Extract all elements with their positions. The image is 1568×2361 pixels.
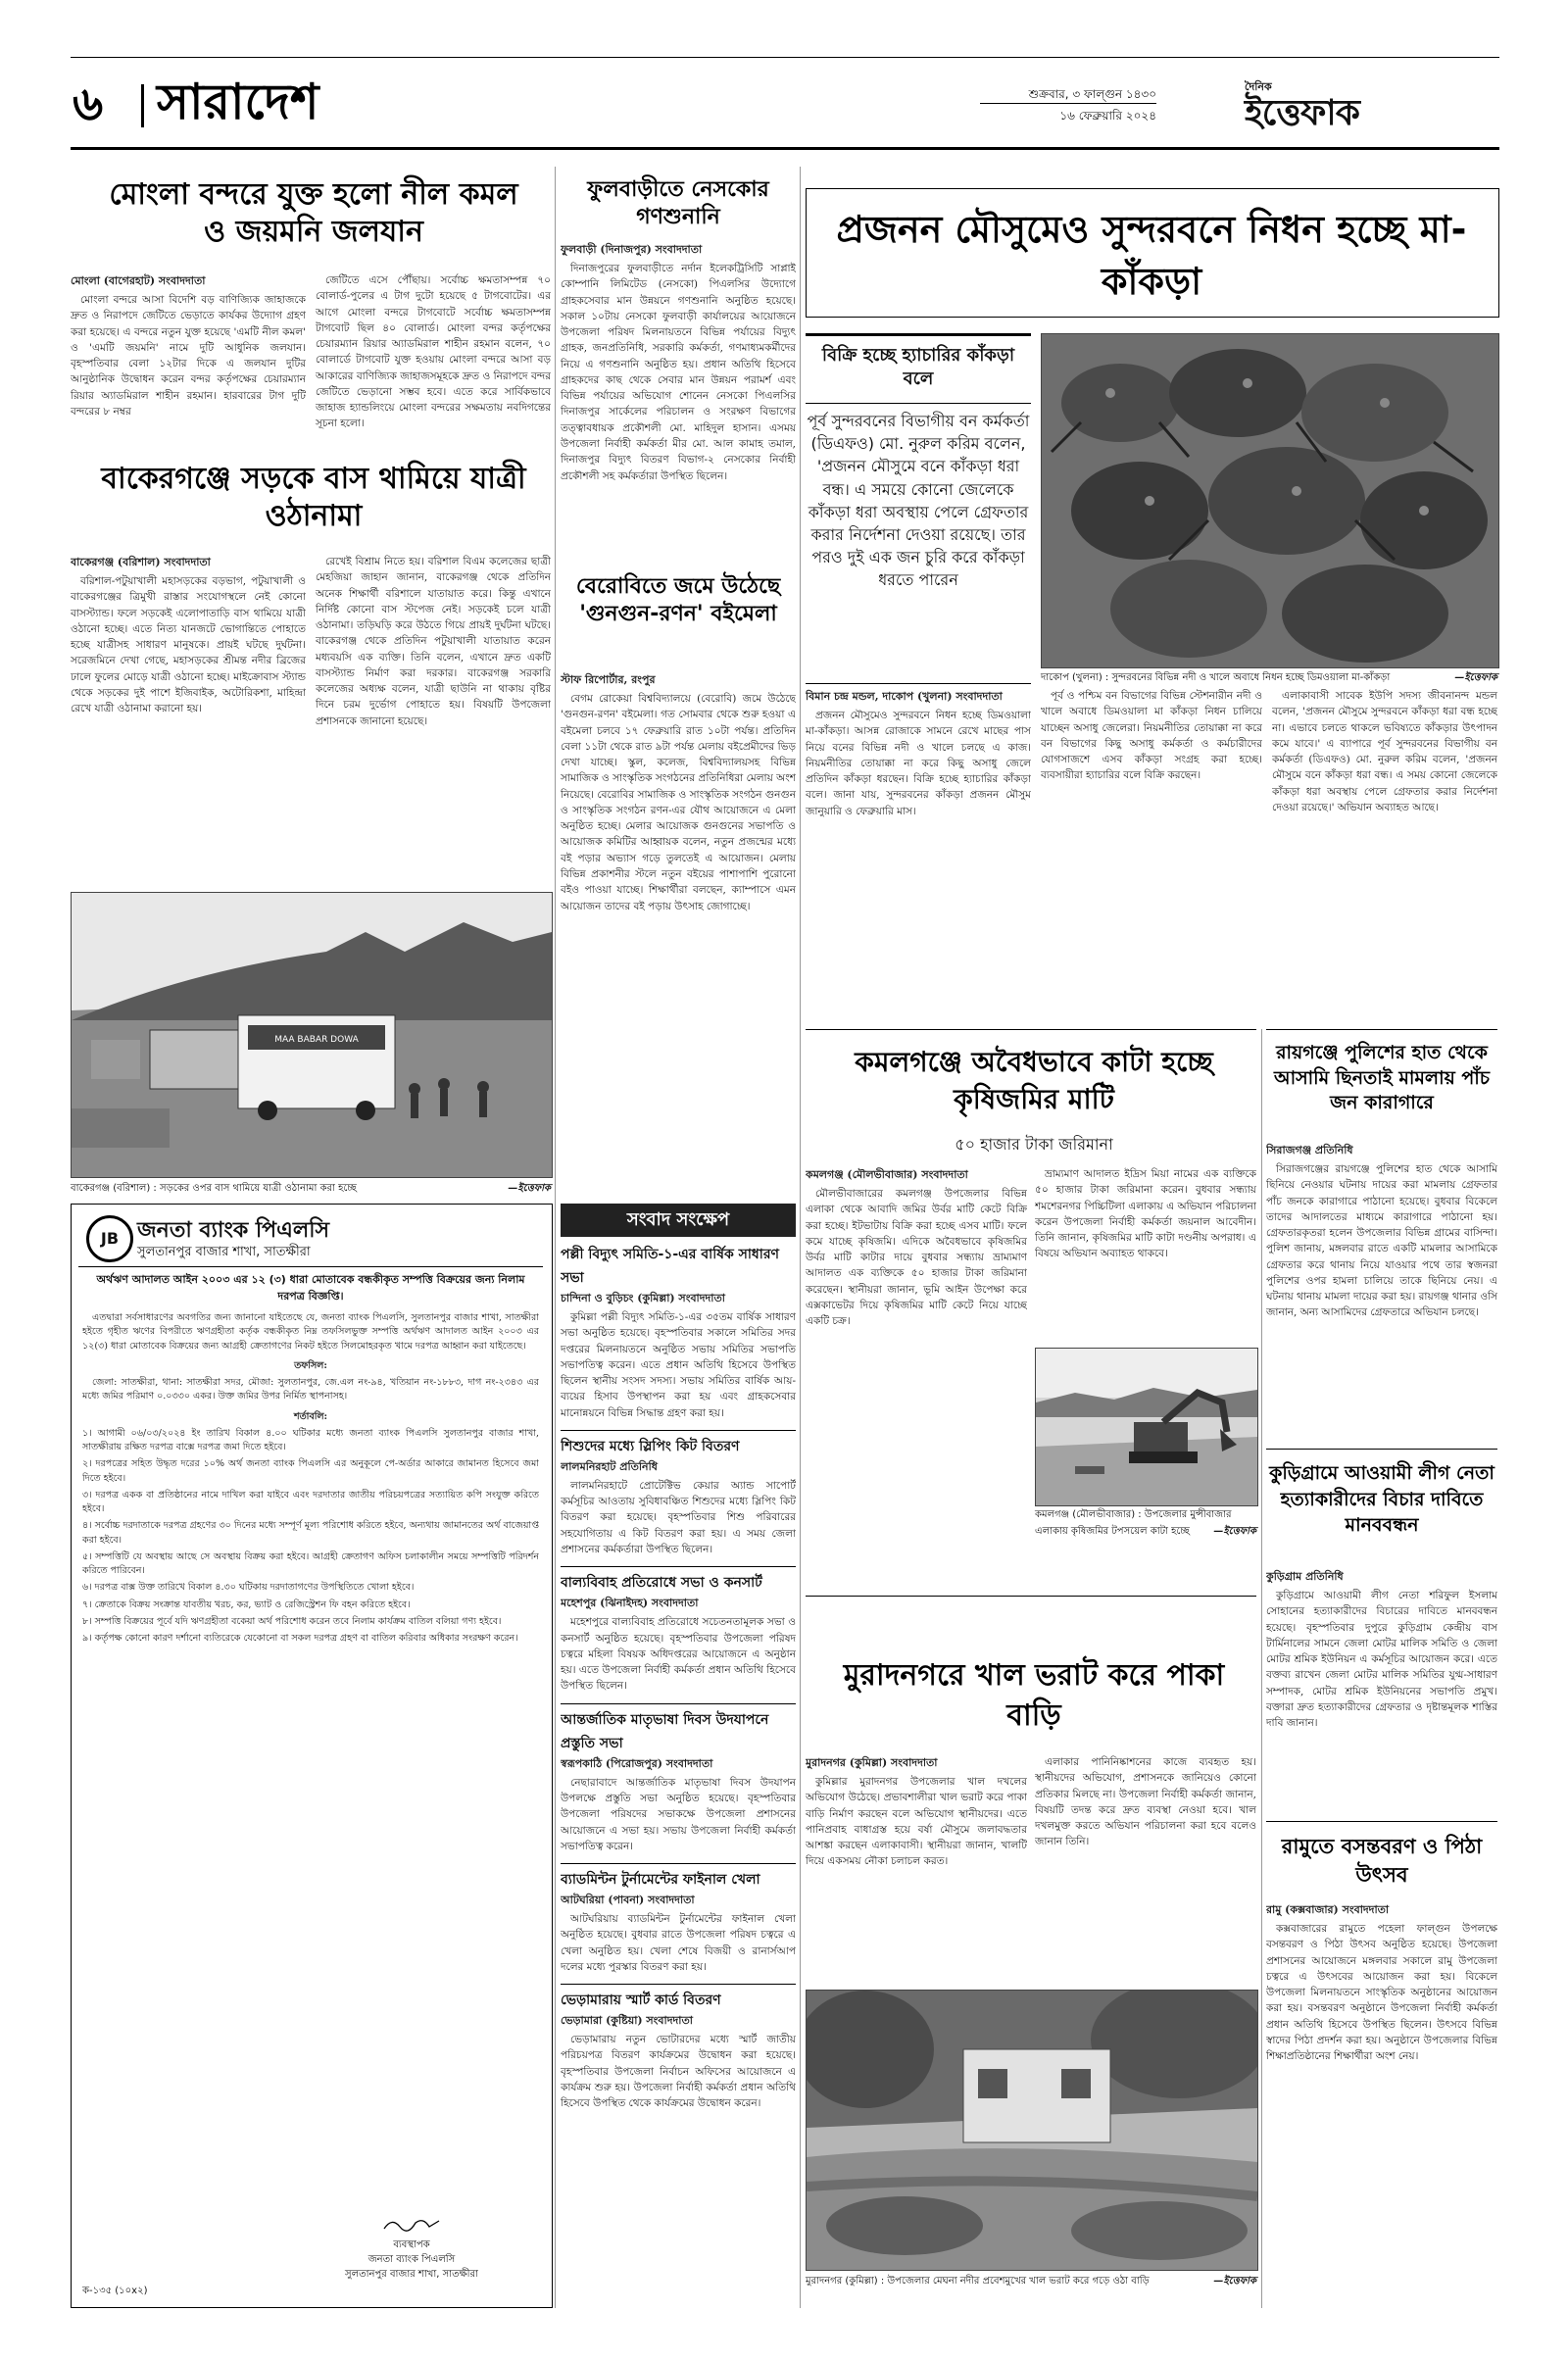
- ramu-dateline: রামু (কক্সবাজার) সংবাদদাতা: [1266, 1903, 1390, 1916]
- brief-body: ভেড়ামারায় নতুন ভোটারদের মধ্যে স্মার্ট জাতীয় পরিচয়পত্র বিতরণ কার্যক্রমের উদ্বোধন করা হয়েছে। বৃহস্পতিবার উপজেলা নির্বাচন অফিসের আয়োজনে এ কার্যক্রম শুরু হয়। উপজেলা নির্বাহী কর্মকর্তা প্রধান অতিথি হিসেবে উপস্থিত থেকে কার্যক্রমের উদ্বোধন করেন।: [561, 2034, 796, 2110]
- sundarban-dateline: বিমান চন্দ্র মন্ডল, দাকোপ (খুলনা) সংবাদদাতা: [806, 690, 1003, 703]
- bank-term: ৫। সম্পত্তিটি যে অবস্থায় আছে সে অবস্থায় বিক্রয় করা হইবে। আগ্রহী ক্রেতাগণ অফিস চলাকালীন সময়ে সম্পত্তিটি পরিদর্শন করিতে পারিবেন।: [82, 1550, 539, 1576]
- bank-terms-heading: শর্তাবলি:: [293, 1410, 328, 1422]
- kurigram-headline: কুড়িগ্রামে আওয়ামী লীগ নেতা হত্যাকারীদের বিচার দাবিতে মানববন্ধন: [1269, 1462, 1494, 1537]
- brief-item: পল্লী বিদ্যুৎ সমিতি-১-এর বার্ষিক সাধারণ সভা চান্দিনা ও বুড়িচং (কুমিল্লা) সংবাদদাতা কুমিল্লা পল্লী বিদ্যুৎ সমিতি-১-এর ৩৫তম বার্ষিক সাধারণ সভা অনুষ্ঠিত হয়েছে। বৃহস্পতিবার সকালে সমিতির সদর দপ্তরের মিলনায়তনে অনুষ্ঠিত সভায় সমিতির সভাপতি সভাপতিত্ব করেন। এতে প্রধান অতিথি হিসেবে উপস্থিত ছিলেন স্থানীয় সংসদ সদস্য। সভায় সমিতির বার্ষিক আয়-ব্যয়ের হিসাব উপস্থাপন করা হয় এবং গ্রাহকসেবার মানোন্নয়নে বিভিন্ন সিদ্ধান্ত গ্রহণ করা হয়।: [561, 1243, 796, 1424]
- brief-headline: পল্লী বিদ্যুৎ সমিতি-১-এর বার্ষিক সাধারণ সভা: [561, 1247, 780, 1286]
- sundarban-text-3: এলাকাবাসী সাবেক ইউপি সদস্য জীবনানন্দ মন্ডল বলেন, 'প্রজনন মৌসুমে সুন্দরবনে কাঁকড়া ধরা বন্ধ হচ্ছে না। এভাবে চলতে থাকলে ভবিষ্যতে কাঁকড়ার উৎপাদন কমে যাবে।' এ ব্যাপারে পূর্ব সুন্দরবনের বিভাগীয় বন কর্মকর্তা (ডিএফও) মো. নুরুল করিম বলেন, 'প্রজনন মৌসুমে বনে কাঁকড়া ধরা বন্ধ। এ সময় কোনো জেলেকে কাঁকড়া ধরা অবস্থায় পেলে গ্রেফতার করার নির্দেশনা দেওয়া রয়েছে।' অভিযান অব্যাহত আছে।: [1272, 690, 1497, 813]
- bank-signature: [294, 2215, 529, 2282]
- kamalganj-headline: কমলগঞ্জে অবৈধভাবে কাটা হচ্ছে কৃষিজমির মাটি: [855, 1046, 1213, 1115]
- kurigram-dateline: কুড়িগ্রাম প্রতিনিধি: [1266, 1570, 1344, 1583]
- sundarban-headline: প্রজনন মৌসুমেও সুন্দরবনে নিধন হচ্ছে মা-কাঁকড়া: [836, 208, 1467, 304]
- fulbari-dateline: ফুলবাড়ী (দিনাজপুর) সংবাদদাতা: [561, 243, 703, 256]
- brief-body: মহেশপুরে বাল্যবিবাহ প্রতিরোধে সচেতনতামূলক সভা ও কনসার্ট অনুষ্ঠিত হয়েছে। বৃহস্পতিবার উপজেলা পরিষদ চত্বরে মহিলা বিষয়ক অধিদপ্তরের আয়োজনে এ অনুষ্ঠান হয়। এতে উপজেলা নির্বাহী কর্মকর্তা প্রধান অতিথি হিসেবে উপস্থিত ছিলেন।: [561, 1616, 796, 1693]
- brief-headline: ভেড়ামারায় স্মার্ট কার্ড বিতরণ: [561, 1992, 721, 2009]
- briefs-list: [561, 1243, 796, 2306]
- masthead-small: দৈনিক: [1245, 80, 1272, 93]
- sundarban-caption: দাকোপ (খুলনা) : সুন্দরবনের বিভিন্ন নদী ও খালে অবাধে নিধন হচ্ছে ডিমওয়ালা মা-কাঁকড়া —ইত্তেফাক: [1041, 672, 1497, 683]
- muradnagar-text-1: কুমিল্লার মুরাদনগর উপজেলার খাল দখলের অভিযোগ উঠেছে। প্রভাবশালীরা খাল ভরাট করে পাকা বাড়ি নির্মাণ করছেন বলে অভিযোগ স্থানীয়দের। এতে পানিপ্রবাহ বাধাগ্রস্ত হয়ে বর্ষা মৌসুমে জলাবদ্ধতার আশঙ্কা করছেন এলাকাবাসী। স্থানীয়রা জানান, খালটি দিয়ে একসময় নৌকা চলাচল করত।: [806, 1776, 1027, 1868]
- muradnagar-photo: [806, 1990, 1258, 2271]
- bank-term: ৭। ক্রেতাকে বিক্রয় সংক্রান্ত যাবতীয় খরচ, কর, ভ্যাট ও রেজিস্ট্রেশন ফি বহন করিতে হইবে।: [82, 1599, 411, 1610]
- ramu-headline: রামুতে বসন্তবরণ ও পিঠা উৎসব: [1281, 1835, 1483, 1888]
- bank-signatory-title: ব্যবস্থাপক: [393, 2239, 430, 2250]
- masthead-logo: [1166, 78, 1490, 133]
- muradnagar-col1: [806, 1754, 1027, 1980]
- bank-term: ৩। দরপত্র একক বা প্রতিষ্ঠানের নামে দাখিল করা যাইবে এবং দরদাতার জাতীয় পরিচয়পত্রের সত্যায়িত কপি সংযুক্ত করিতে হইবে।: [82, 1489, 539, 1514]
- boimela-dateline: স্টাফ রিপোর্টার, রংপুর: [561, 673, 656, 686]
- bus-label: MAA BABAR DOWA: [274, 1035, 359, 1045]
- kamalganj-col2: [1035, 1166, 1256, 1343]
- bank-notice-title: অর্থঋণ আদালত আইন ২০০৩ এর ১২ (৩) ধারা মোতাবেক বন্ধকীকৃত সম্পত্তি বিক্রয়ের জন্য নিলাম দরপত্র বিজ্ঞপ্তি।: [96, 1273, 525, 1303]
- mongla-text-1: মোংলা বন্দরে আসা বিদেশি বড় বাণিজ্যিক জাহাজকে দ্রুত ও নিরাপদে জেটিতে ভেড়াতে কার্যকর উদ্যোগ গ্রহণ করা হয়েছে। এ বন্দরে নতুন যুক্ত হয়েছে 'এমটি নীল কমল' ও 'এমটি জয়মনি' নামে দুটি আধুনিক জলযান। বৃহস্পতিবার বেলা ১২টার দিকে এ জলযান দুটির আনুষ্ঠানিক উদ্বোধন করেন বন্দর কর্তৃপক্ষের চেয়ারম্যান রিয়ার অ্যাডমিরাল শাহীন রহমান। হারবারের টাগ দুটি বন্দরের ৮ নম্বর: [71, 294, 306, 418]
- sundarban-kicker: বিক্রি হচ্ছে হ্যাচারির কাঁকড়া বলে: [821, 345, 1015, 390]
- muradnagar-caption: মুরাদনগর (কুমিল্লা) : উপজেলার মেঘনা নদীর প্রবেশমুখের খাল ভরাট করে গড়ে ওঠা বাড়ি —ইত্তেফাক: [806, 2276, 1256, 2287]
- bank-notice-body: [82, 1311, 539, 2213]
- brief-item: বাল্যবিবাহ প্রতিরোধে সভা ও কনসার্ট মহেশপুর (ঝিনাইদহ) সংবাদদাতা মহেশপুরে বাল্যবিবাহ প্রতিরোধে সচেতনতামূলক সভা ও কনসার্ট অনুষ্ঠিত হয়েছে। বৃহস্পতিবার উপজেলা পরিষদ চত্বরে মহিলা বিষয়ক অধিদপ্তরের আয়োজনে এ অনুষ্ঠান হয়। এতে উপজেলা নির্বাহী কর্মকর্তা প্রধান অতিথি হিসেবে উপস্থিত ছিলেন।: [561, 1571, 796, 1697]
- kurigram-text: কুড়িগ্রামে আওয়ামী লীগ নেতা শরিফুল ইসলাম সোহানের হত্যাকারীদের বিচারের দাবিতে মানববন্ধন হয়েছে। বৃহস্পতিবার দুপুরে কুড়িগ্রাম কেন্দ্রীয় বাস টার্মিনালের সামনে জেলা মোটর মালিক সমিতি ও জেলা মোটর শ্রমিক ইউনিয়ন এ কর্মসূচির আয়োজন করে। এতে বক্তব্য রাখেন জেলা মোটর মালিক সমিতির যুগ্ম-সাধারণ সম্পাদক, মোটর শ্রমিক ইউনিয়নের সভাপতি প্রমুখ। বক্তারা দ্রুত হত্যাকারীদের গ্রেফতার ও দৃষ্টান্তমূলক শাস্তির দাবি জানান।: [1266, 1590, 1497, 1730]
- page-number: ৬: [73, 76, 104, 131]
- mongla-text-2: জেটিতে এসে পৌঁছায়। সর্বোচ্চ ক্ষমতাসম্পন্ন ৭০ বোলার্ড-পুলের এ টাগ দুটো হয়েছে ৫ টাগবোটের। এর আগে মোংলা বন্দরে টাগবোটে সর্বোচ্চ ক্ষমতাসম্পন্ন টাগবোট ছিল ৪০ বোলার্ড। মোংলা বন্দর কর্তৃপক্ষের চেয়ারম্যান রিয়ার অ্যাডমিরাল শাহীন রহমান বলেন, ৭০ বোলার্ডে টাগবোট যুক্ত হওয়ায় মোংলা বন্দরে আসা বড় আকারের বাণিজ্যিক জাহাজসমূহকে দ্রুত ও নিরাপদে বন্দর জেটিতে ভেড়ানো সম্ভব হবে। এতে করে সার্বিকভাবে জাহাজ হ্যান্ডলিংয়ে মোংলা বন্দরের সক্ষমতায় নবদিগন্তের সূচনা হলো।: [316, 274, 551, 430]
- sundarban-col3: [1272, 688, 1497, 1021]
- bakerganj-caption: বাকেরগঞ্জ (বরিশাল) : সড়কের ওপর বাস থামিয়ে যাত্রী ওঠানামা করা হচ্ছে —ইত্তেফাক: [71, 1183, 551, 1194]
- brief-headline: বাল্যবিবাহ প্রতিরোধে সভা ও কনসার্ট: [561, 1575, 762, 1592]
- kamalganj-photo: [1035, 1348, 1258, 1506]
- brief-item: আন্তর্জাতিক মাতৃভাষা দিবস উদযাপনে প্রস্তুতি সভা স্বরূপকাঠি (পিরোজপুর) সংবাদদাতা নেছারাবাদে আন্তর্জাতিক মাতৃভাষা দিবস উদযাপন উপলক্ষে প্রস্তুতি সভা অনুষ্ঠিত হয়েছে। বৃহস্পতিবার উপজেলা পরিষদের সভাকক্ষে উপজেলা প্রশাসনের আয়োজনে এ সভা হয়। সভায় উপজেলা নির্বাহী কর্মকর্তা সভাপতিত্ব করেন।: [561, 1708, 796, 1857]
- mongla-headline: মোংলা বন্দরে যুক্ত হলো নীল কমল ও জয়মনি জলযান: [109, 177, 518, 249]
- ramu-body: [1266, 1901, 1497, 2303]
- mongla-dateline: মোংলা (বাগেরহাট) সংবাদদাতা: [71, 274, 206, 287]
- muradnagar-text-2: এলাকার পানিনিষ্কাশনের কাজে ব্যবহৃত হয়। স্থানীয়দের অভিযোগ, প্রশাসনকে জানিয়েও কোনো প্রতিকার মিলছে না। উপজেলা নির্বাহী কর্মকর্তা জানান, বিষয়টি তদন্ত করে দ্রুত ব্যবস্থা নেওয়া হবে। খাল দখলমুক্ত করতে অভিযান পরিচালনা করা হবে বলেও জানান তিনি।: [1035, 1756, 1256, 1848]
- kamalganj-text-1: মৌলভীবাজারের কমলগঞ্জ উপজেলার বিভিন্ন এলাকা থেকে আবাদি জমির উর্বর মাটি কেটে বিক্রি করা হচ্ছে। ইটভাটায় বিক্রি করা হচ্ছে এসব মাটি। ফলে কমে যাচ্ছে কৃষিজমি। এদিকে অবৈধভাবে কৃষিজমির উর্বর মাটি কাটার দায়ে বুধবার সন্ধ্যায় ভ্রাম্যমাণ আদালত এক ব্যক্তিকে ৫০ হাজার টাকা জরিমানা করেছেন। স্থানীয়রা জানান, ভূমি আইন উপেক্ষা করে এক্সকাভেটর দিয়ে কৃষিজমির মাটি কেটে নিয়ে যাচ্ছে একটি চক্র।: [806, 1188, 1027, 1328]
- bakerganj-col2: [316, 554, 551, 887]
- brief-body: কুমিল্লা পল্লী বিদ্যুৎ সমিতি-১-এর ৩৫তম বার্ষিক সাধারণ সভা অনুষ্ঠিত হয়েছে। বৃহস্পতিবার সকালে সমিতির সদর দপ্তরের মিলনায়তনে অনুষ্ঠিত সভায় সমিতির সভাপতি সভাপতিত্ব করেন। এতে প্রধান অতিথি হিসেবে উপস্থিত ছিলেন স্থানীয় সংসদ সদস্য। সভায় সমিতির বার্ষিক আয়-ব্যয়ের হিসাব উপস্থাপন করা হয় এবং গ্রাহকসেবার মানোন্নয়নে বিভিন্ন সিদ্ধান্ত গ্রহণ করা হয়।: [561, 1311, 796, 1419]
- fulbari-headline: ফুলবাড়ীতে নেসকোর গণশুনানি: [587, 177, 769, 229]
- bank-signatory: জনতা ব্যাংক পিএলসি: [368, 2254, 456, 2265]
- brief-item: ব্যাডমিন্টন টুর্নামেন্টের ফাইনাল খেলা আটঘরিয়া (পাবনা) সংবাদদাতা আটঘরিয়ায় ব্যাডমিন্টন টুর্নামেন্টের ফাইনাল খেলা অনুষ্ঠিত হয়েছে। বুধবার রাতে উপজেলা পরিষদ চত্বরে এ খেলা অনুষ্ঠিত হয়। খেলা শেষে বিজয়ী ও রানার্সআপ দলের মধ্যে পুরস্কার বিতরণ করা হয়।: [561, 1868, 796, 1978]
- raiganj-headline: রায়গঞ্জে পুলিশের হাত থেকে আসামি ছিনতাই মামলায় পাঁচ জন কারাগারে: [1273, 1042, 1491, 1114]
- fulbari-body: [561, 241, 796, 565]
- bakerganj-photo: [71, 892, 553, 1178]
- bank-logo: JB: [86, 1215, 133, 1262]
- sundarban-kicker-box: [806, 333, 1031, 404]
- bank-branch: সুলতানপুর বাজার শাখা, সাতক্ষীরা: [137, 1245, 311, 1259]
- sundarban-photo: [1041, 333, 1499, 668]
- kamalganj-subhead: ৫০ হাজার টাকা জরিমানা: [955, 1135, 1113, 1154]
- brief-headline: আন্তর্জাতিক মাতৃভাষা দিবস উদযাপনে প্রস্তুতি সভা: [561, 1711, 769, 1751]
- raiganj-body: [1266, 1142, 1497, 1436]
- masthead-name: ইত্তেফাক: [1245, 93, 1359, 133]
- bank-term: ২। দরপত্রের সহিত উদ্ধৃত দরের ১০% অর্থ জনতা ব্যাংক পিএলসি এর অনুকূলে পে-অর্ডার আকারে জামানত হিসেবে জমা দিতে হইবে।: [82, 1458, 539, 1484]
- ramu-text: কক্সবাজারের রামুতে পহেলা ফাল্গুন উপলক্ষে বসন্তবরণ ও পিঠা উৎসব অনুষ্ঠিত হয়েছে। উপজেলা প্রশাসনের আয়োজনে মঙ্গলবার সকালে রামু উপজেলা চত্বরে এ উৎসবের আয়োজন করা হয়। বিকেলে উপজেলা মিলনায়তনে সাংস্কৃতিক অনুষ্ঠানের আয়োজন করা হয়। বসন্তবরণ অনুষ্ঠানে উপজেলা নির্বাহী কর্মকর্তা প্রধান অতিথি হিসেবে উপস্থিত ছিলেন। উৎসবে বিভিন্ন স্বাদের পিঠা প্রদর্শন করা হয়। অনুষ্ঠানে উপজেলার বিভিন্ন শিক্ষাপ্রতিষ্ঠানের শিক্ষার্থীরা অংশ নেয়।: [1266, 1923, 1497, 2063]
- boimela-text: বেগম রোকেয়া বিশ্ববিদ্যালয়ে (বেরোবি) জমে উঠেছে 'গুনগুন-রণন' বইমেলা। গত সোমবার থেকে শুরু হওয়া এ বইমেলা চলবে ১৭ ফেব্রুয়ারি রাত ১০টা পর্যন্ত। প্রতিদিন বেলা ১১টা থেকে রাত ৯টা পর্যন্ত মেলায় বইপ্রেমীদের ভিড় দেখা যাচ্ছে। স্কুল, কলেজ, বিশ্ববিদ্যালয়সহ বিভিন্ন সামাজিক ও সাংস্কৃতিক সংগঠনের প্রতিনিধিরা মেলায় অংশ নিয়েছে। বেরোবির সামাজিক ও সাংস্কৃতিক সংগঠন গুনগুন ও সাংস্কৃতিক সংগঠন রণন-এর যৌথ আয়োজনে এ মেলা অনুষ্ঠিত হচ্ছে। মেলার আয়োজক গুনগুনের সভাপতি ও আয়োজক কমিটির আহ্বায়ক বলেন, নতুন প্রজন্মের মধ্যে বই পড়ার অভ্যাস গড়ে তুলতেই এ আয়োজন। মেলায় বিভিন্ন প্রকাশনীর স্টলে নতুন বইয়ের পাশাপাশি পুরোনো বইও পাওয়া যাচ্ছে। শিক্ষার্থীরা বলছেন, ক্যাম্পাসে এমন আয়োজন তাদের বই পড়ায় উৎসাহ জোগাচ্ছে।: [561, 693, 796, 912]
- mongla-col1: [71, 272, 306, 449]
- raiganj-text: সিরাজগঞ্জের রায়গঞ্জে পুলিশের হাত থেকে আসামি ছিনিয়ে নেওয়ার ঘটনায় দায়ের করা মামলায় গ্রেফতার পাঁচ জনকে কারাগারে পাঠানো হয়েছে। বুধবার বিকেলে তাদের আদালতের মাধ্যমে কারাগারে পাঠানো হয়। গ্রেফতারকৃতরা হলেন উপজেলার বিভিন্ন গ্রামের বাসিন্দা। পুলিশ জানায়, মঙ্গলবার রাতে একটি মামলার আসামিকে গ্রেফতার করে থানায় নিয়ে যাওয়ার পথে তার স্বজনরা পুলিশের ওপর হামলা চালিয়ে তাকে ছিনিয়ে নেয়। এ ঘটনায় থানায় মামলা দায়ের করা হয়। রায়গঞ্জ থানার ওসি জানান, অন্য আসামিদের গ্রেফতারে অভিযান চলছে।: [1266, 1163, 1497, 1319]
- bank-signatory-branch: সুলতানপুর বাজার শাখা, সাতক্ষীরা: [345, 2269, 478, 2280]
- sundarban-col1: [806, 688, 1031, 1021]
- brief-headline: শিশুদের মধ্যে স্লিপিং কিট বিতরণ: [561, 1438, 740, 1454]
- briefs-header-bar: সংবাদ সংক্ষেপ: [561, 1204, 796, 1237]
- sundarban-text-2: পূর্ব ও পশ্চিম বন বিভাগের বিভিন্ন স্টেশনারীন নদী ও খালে অবাধে ডিমওয়ালা মা কাঁকড়া নিধন চালিয়ে যাচ্ছেন অসাধু জেলেরা। নিয়মনীতির তোয়াক্কা না করে বন বিভাগের কিছু অসাধু কর্মকর্তা ও কর্মচারীদের যোগসাজশে এসব কাঁকড়া সংগ্রহ করা হচ্ছে। ব্যবসায়ীরা হ্যাচারির বলে বিক্রি করছেন।: [1041, 690, 1262, 782]
- section-title: সারাদেশ: [157, 74, 319, 130]
- kurigram-body: [1266, 1568, 1497, 1813]
- muradnagar-dateline: মুরাদনগর (কুমিল্লা) সংবাদদাতা: [806, 1756, 938, 1769]
- bakerganj-dateline: বাকেরগঞ্জ (বরিশাল) সংবাদদাতা: [71, 556, 211, 568]
- sundarban-col2: [1041, 688, 1262, 1021]
- bank-term: ৪। সর্বোচ্চ দরদাতাকে দরপত্র গ্রহণের ৩০ দিনের মধ্যে সম্পূর্ণ মূল্য পরিশোধ করিতে হইবে, অন্যথায় জামানতের অর্থ বাজেয়াপ্ত করা হইবে।: [82, 1520, 539, 1546]
- bank-intro: এতদ্বারা সর্বসাধারণের অবগতির জন্য জানানো যাইতেছে যে, জনতা ব্যাংক পিএলসি, সুলতানপুর বাজার শাখা, সাতক্ষীরা হইতে গৃহীত ঋণের বিপরীতে ঋণগ্রহীতা কর্তৃক বন্ধকীকৃত নিম্ন তফসিলভুক্ত সম্পত্তি অর্থঋণ আদালত আইন ২০০৩ এর ১২(৩) ধারা মোতাবেক বিক্রয়ের জন্য আগ্রহী ক্রেতাগণের নিকট হইতে সিলমোহরকৃত খামে দরপত্র আহ্বান করা যাইতেছে।: [82, 1312, 539, 1352]
- date-bangla: শুক্রবার, ৩ ফাল্গুন ১৪৩০: [1028, 87, 1156, 101]
- signature-scribble: [382, 2215, 441, 2233]
- brief-body: নেছারাবাদে আন্তর্জাতিক মাতৃভাষা দিবস উদযাপন উপলক্ষে প্রস্তুতি সভা অনুষ্ঠিত হয়েছে। বৃহস্পতিবার উপজেলা পরিষদের সভাকক্ষে উপজেলা প্রশাসনের আয়োজনে এ সভা হয়। সভায় উপজেলা নির্বাহী কর্মকর্তা সভাপতিত্ব করেন।: [561, 1776, 796, 1852]
- brief-item: ভেড়ামারায় স্মার্ট কার্ড বিতরণ ভেড়ামারা (কুষ্টিয়া) সংবাদদাতা ভেড়ামারায় নতুন ভোটারদের মধ্যে স্মার্ট জাতীয় পরিচয়পত্র বিতরণ কার্যক্রমের উদ্বোধন করা হয়েছে। বৃহস্পতিবার উপজেলা নির্বাচন অফিসের আয়োজনে এ কার্যক্রম শুরু হয়। উপজেলা নির্বাহী কর্মকর্তা প্রধান অতিথি হিসেবে উপস্থিত থেকে কার্যক্রমের উদ্বোধন করেন।: [561, 1989, 796, 2114]
- bakerganj-text-1: বরিশাল-পটুয়াখালী মহাসড়কের বড়ভাগ, পটুয়াখালী ও বাকেরগঞ্জের ত্রিমুখী রাস্তার সংযোগস্থলে নেই কোনো বাসস্ট্যান্ড। ফলে সড়কেই এলোপাতাড়ি বাস থামিয়ে যাত্রী ওঠানো হচ্ছে। এতে নিত্য যানজটে ভোগান্তিতে পোহাতে হচ্ছে যাত্রীসহ সাধারণ মানুষকে। প্রায়ই ঘটছে দুর্ঘটনা। সরেজমিনে দেখা গেছে, মহাসড়কের শ্রীমন্ত নদীর ব্রিজের ঢালে ফুলের মোড়ে যাত্রী ওঠানো হচ্ছে। মাইক্রোবাস স্ট্যান্ড থেকে সড়কের দুই পাশে ইজিবাইক, অটোরিকশা, মাহিন্দ্রা রেখে যাত্রী ওঠানামা করানো হয়।: [71, 575, 306, 715]
- bank-schedule-heading: তফসিল:: [294, 1359, 327, 1371]
- boimela-headline: বেরোবিতে জমে উঠেছে 'গুনগুন-রণন' বইমেলা: [575, 574, 781, 626]
- bank-term: ৯। কর্তৃপক্ষ কোনো কারণ দর্শানো ব্যতিরেকে যেকোনো বা সকল দরপত্র গ্রহণ বা বাতিল করিবার অধিকার সংরক্ষণ করেন।: [82, 1633, 518, 1644]
- sundarban-text-1: প্রজনন মৌসুমেও সুন্দরবনে নিধন হচ্ছে ডিমওয়ালা মা-কাঁকড়া। আসন্ন রোজাকে সামনে রেখে মাছের পাস নিয়ে বনের বিভিন্ন নদী ও খালে চলছে এ কাজ। নিয়মনীতির তোয়াক্কা না করে কিছু অসাধু জেলে প্রতিদিন কাঁকড়া ধরছেন। বিক্রি হচ্ছে হ্যাচারির কাঁকড়া বলে। জানা যায়, সুন্দরবনের কাঁকড়া প্রজনন মৌসুম জানুয়ারি ও ফেব্রুয়ারি মাস।: [806, 710, 1031, 817]
- brief-headline: ব্যাডমিন্টন টুর্নামেন্টের ফাইনাল খেলা: [561, 1872, 760, 1889]
- muradnagar-col2: [1035, 1754, 1256, 1980]
- kamalganj-text-2: ভ্রাম্যমাণ আদালত ইদ্রিস মিয়া নামের এক ব্যক্তিকে ৫০ হাজার টাকা জরিমানা করেন। বুধবার সন্ধ্যায় শমশেরনগর পিচ্চিটিলা এলাকায় এ অভিযান পরিচালনা করেন উপজেলা নির্বাহী কর্মকর্তা জয়নাল আবেদীন। তিনি জানান, কৃষিজমির মাটি কাটা দণ্ডনীয় অপরাধ। এ বিষয়ে অভিযান অব্যাহত থাকবে।: [1035, 1168, 1256, 1260]
- bank-term: ৮। সম্পত্তি বিক্রয়ের পূর্বে যদি ঋণগ্রহীতা বকেয়া অর্থ পরিশোধ করেন তবে নিলাম কার্যক্রম বাতিল বলিয়া গণ্য হইবে।: [82, 1615, 502, 1627]
- bank-ref: ক-১৩৫ (১০x২): [82, 2286, 148, 2296]
- kamalganj-caption: কমলগঞ্জ (মৌলভীবাজার) : উপজেলার মুন্সীবাজার এলাকায় কৃষিজমির টপসয়েল কাটা হচ্ছে —ইত্তেফাক: [1035, 1509, 1256, 1537]
- raiganj-dateline: সিরাজগঞ্জ প্রতিনিধি: [1266, 1144, 1353, 1156]
- brief-body: আটঘরিয়ায় ব্যাডমিন্টন টুর্নামেন্টের ফাইনাল খেলা অনুষ্ঠিত হয়েছে। বুধবার রাতে উপজেলা পরিষদ চত্বরে এ খেলা অনুষ্ঠিত হয়। খেলা শেষে বিজয়ী ও রানার্সআপ দলের মধ্যে পুরস্কার বিতরণ করা হয়।: [561, 1913, 796, 1973]
- bakerganj-col1: [71, 554, 306, 887]
- brief-body: লালমনিরহাটে প্রোটেক্টিভ কেয়ার অ্যান্ড সাপোর্ট কর্মসূচির আওতায় সুবিধাবঞ্চিত শিশুদের মধ্যে স্লিপিং কিট বিতরণ করা হয়েছে। বৃহস্পতিবার শিশু পরিবারের সহযোগিতায় এ কিট বিতরণ করা হয়। এ সময় জেলা প্রশাসনের কর্মকর্তারা উপস্থিত ছিলেন।: [561, 1479, 796, 1556]
- kamalganj-col1: [806, 1166, 1027, 1588]
- brief-item: শিশুদের মধ্যে স্লিপিং কিট বিতরণ লালমনিরহাট প্রতিনিধি লালমনিরহাটে প্রোটেক্টিভ কেয়ার অ্যান্ড সাপোর্ট কর্মসূচির আওতায় সুবিধাবঞ্চিত শিশুদের মধ্যে স্লিপিং কিট বিতরণ করা হয়েছে। বৃহস্পতিবার শিশু পরিবারের সহযোগিতায় এ কিট বিতরণ করা হয়। এ সময় জেলা প্রশাসনের কর্মকর্তারা উপস্থিত ছিলেন।: [561, 1435, 796, 1560]
- mongla-col2: [316, 272, 551, 449]
- boimela-body: [561, 671, 796, 1181]
- bakerganj-text-2: রেখেই বিশ্রাম নিতে হয়। বরিশাল বিএম কলেজের ছাত্রী মেহজিয়া জাহান জানান, বাকেরগঞ্জ থেকে প্রতিদিন অনেক শিক্ষার্থী বরিশালে যাতায়াত করে। কিন্তু এখানে নির্দিষ্ট কোনো বাস স্টপেজ নেই। সড়কেই চলে যাত্রী ওঠানামা। তড়িঘড়ি করে উঠতে গিয়ে প্রায়ই দুর্ঘটনা ঘটছে। বাকেরগঞ্জ থেকে প্রতিদিন পটুয়াখালী যাতায়াত করেন মধ্যবয়সি এক ব্যক্তি। তিনি বলেন, এখানে দ্রুত একটি বাসস্ট্যান্ড নির্মাণ করা দরকার। বাকেরগঞ্জ সরকারি কলেজের অধ্যক্ষ বলেন, যাত্রী ছাউনি না থাকায় বৃষ্টির দিনে চরম দুর্ভোগ পোহাতে হয়। বিষয়টি উপজেলা প্রশাসনকে জানানো হয়েছে।: [316, 556, 551, 727]
- kamalganj-dateline: কমলগঞ্জ (মৌলভীবাজার) সংবাদদাতা: [806, 1168, 968, 1181]
- bank-name: জনতা ব্যাংক পিএলসি: [137, 1218, 330, 1243]
- fulbari-text: দিনাজপুরের ফুলবাড়ীতে নর্দান ইলেকট্রিসিটি সাপ্লাই কোম্পানি লিমিটেড (নেসকো) পিএলসির উদ্যোগে গ্রাহকসেবার মান উন্নয়নে গণশুনানি অনুষ্ঠিত হয়েছে। সকাল ১০টায় নেসকো ফুলবাড়ী কার্যালয়ের আয়োজনে উপজেলা পরিষদ মিলনায়তনে বিভিন্ন পর্যায়ের বিদ্যুৎ গ্রাহক, জনপ্রতিনিধি, সরকারি কর্মকর্তা, গণমাধ্যমকর্মীদের নিয়ে এ গণশুনানি অনুষ্ঠিত হয়। প্রধান অতিথি হিসেবে গ্রাহকদের কাছ থেকে সেবার মান উন্নয়ন পরামর্শ এবং বিভিন্ন পর্যায়ের অভিযোগ শোনেন নেসকো পিএলসির দিনাজপুর সার্কেলের পরিচালন ও সংরক্ষণ বিভাগের তত্ত্বাবধায়ক প্রকৌশলী মো. মাহিদুল হাসান। এসময় উপজেলা নির্বাহী কর্মকর্তা মীর মো. আল কামাহ তমাল, দিনাজপুর বিদ্যুৎ বিতরণ বিভাগ-২ নেসকোর নির্বাহী প্রকৌশলী সহ কর্মকর্তারা উপস্থিত ছিলেন।: [561, 263, 796, 482]
- bank-term: ১। আগামী ০৬/০৩/২০২৪ ইং তারিখ বিকাল ৪.০০ ঘটিকার মধ্যে জনতা ব্যাংক পিএলসি সুলতানপুর বাজার শাখা, সাতক্ষীরায় রক্ষিত দরপত্র বাক্সে দরপত্র জমা দিতে হইবে।: [82, 1427, 539, 1452]
- date-english: ১৬ ফেব্রুয়ারি ২০২৪: [1059, 109, 1156, 123]
- muradnagar-headline: মুরাদনগরে খাল ভরাট করে পাকা বাড়ি: [843, 1658, 1225, 1733]
- bakerganj-headline: বাকেরগঞ্জে সড়কে বাস থামিয়ে যাত্রী ওঠানামা: [101, 462, 526, 533]
- bank-schedule: জেলা: সাতক্ষীরা, থানা: সাতক্ষীরা সদর, মৌজা: সুলতানপুর, জে.এল নং-৯৪, খতিয়ান নং-১৮৮৩, দাগ নং-২৩৪৩ এর মধ্যে জমির পরিমাণ ০.০৩৩০ একর। উক্ত জমির উপর নির্মিত স্থাপনাসহ।: [82, 1377, 539, 1402]
- bank-term: ৬। দরপত্র বাক্স উক্ত তারিখে বিকাল ৪.৩০ ঘটিকায় দরদাতাগণের উপস্থিতিতে খোলা হইবে।: [82, 1582, 415, 1594]
- sundarban-pull-quote: পূর্ব সুন্দরবনের বিভাগীয় বন কর্মকর্তা (ডিএফও) মো. নুরুল করিম বলেন, 'প্রজনন মৌসুমে বনে কাঁকড়া ধরা বন্ধ। এ সময়ে কোনো জেলেকে কাঁকড়া ধরা অবস্থায় পেলে গ্রেফতার করার নির্দেশনা দেওয়া রয়েছে। তার পরও দুই এক জন চুরি করে কাঁকড়া ধরতে পারেন: [807, 412, 1030, 590]
